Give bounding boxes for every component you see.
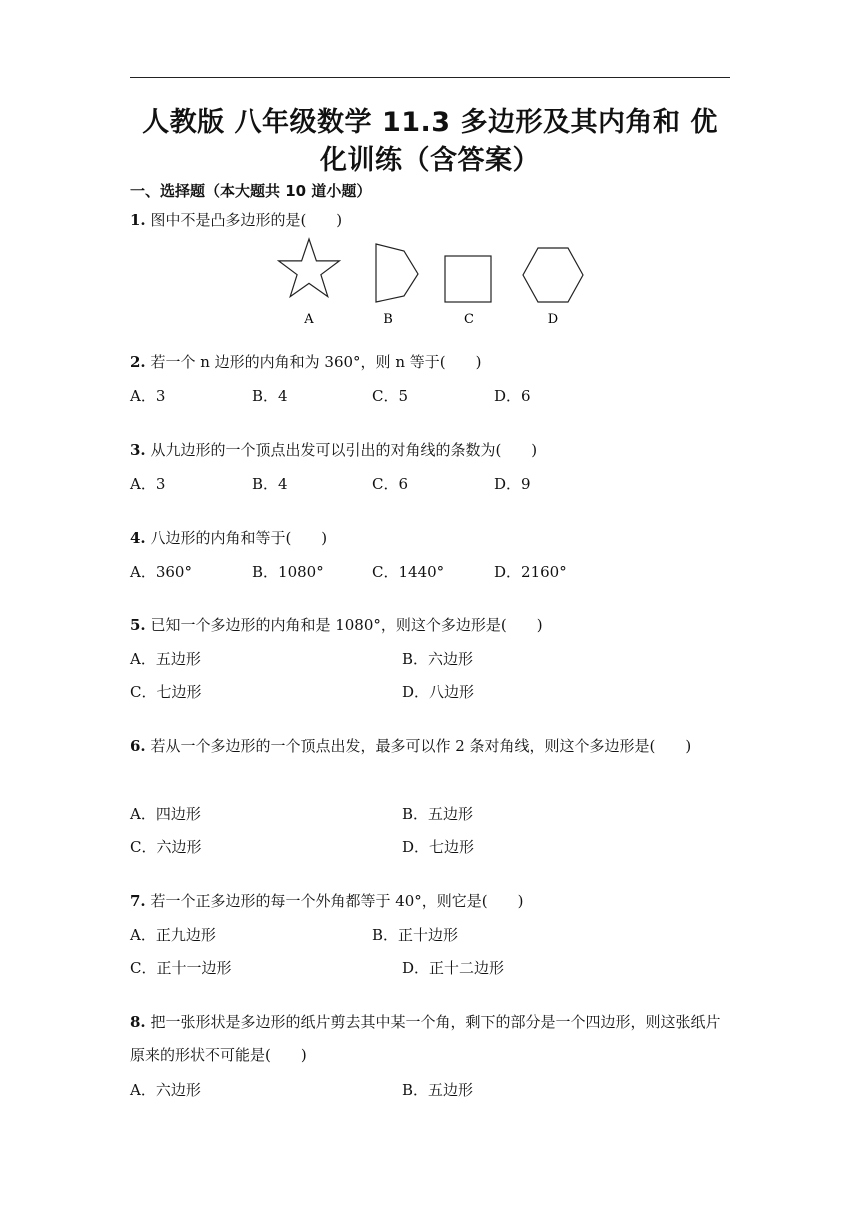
question-number: 7. (130, 892, 146, 910)
question-stem: 八边形的内角和等于( ) (150, 529, 328, 547)
question-5 (130, 609, 730, 642)
option-a[interactable]: A．正九边形 (130, 926, 216, 944)
option-a[interactable]: A．3 (130, 475, 166, 493)
question-7 (130, 885, 730, 918)
option-a[interactable]: A．四边形 (130, 805, 201, 823)
option-d[interactable]: D．八边形 (402, 683, 475, 701)
option-b[interactable]: B．4 (252, 387, 288, 405)
option-d[interactable]: D．9 (494, 475, 531, 493)
square-icon (445, 256, 491, 302)
option-c[interactable]: C．正十一边形 (130, 959, 232, 977)
header-rule (130, 77, 730, 78)
option-c[interactable]: C．5 (372, 387, 409, 405)
question-number: 2. (130, 353, 146, 371)
question-6 (130, 730, 730, 763)
option-b[interactable]: B．六边形 (402, 650, 474, 668)
option-b[interactable]: B．正十边形 (372, 926, 459, 944)
question-number: 3. (130, 441, 146, 459)
question-stem: 已知一个多边形的内角和是 1080°，则这个多边形是( ) (150, 616, 543, 634)
page-title: 人教版 八年级数学 11.3 多边形及其内角和 优化训练（含答案） (142, 107, 718, 176)
question-stem: 若一个 n 边形的内角和为 360°，则 n 等于( ) (150, 353, 482, 371)
option-a[interactable]: A．3 (130, 387, 166, 405)
option-b[interactable]: B．1080° (252, 563, 324, 581)
option-d[interactable]: D．6 (494, 387, 531, 405)
option-b[interactable]: B．4 (252, 475, 288, 493)
question-number: 6. (130, 737, 146, 755)
figure-label-d: D (547, 312, 559, 327)
option-a[interactable]: A．五边形 (130, 650, 201, 668)
star-icon (279, 239, 340, 297)
hexagon-icon (523, 248, 583, 302)
question-2 (130, 346, 730, 379)
question-1-figure (270, 236, 600, 335)
option-d[interactable]: D．七边形 (402, 838, 475, 856)
option-b[interactable]: B．五边形 (402, 805, 474, 823)
option-d[interactable]: D．2160° (494, 563, 567, 581)
question-number: 8. (130, 1013, 146, 1031)
option-c[interactable]: C．1440° (372, 563, 445, 581)
question-stem: 若一个正多边形的每一个外角都等于 40°，则它是( ) (150, 892, 524, 910)
option-b[interactable]: B．五边形 (402, 1081, 474, 1099)
section-heading: 一、选择题（本大题共 10 道小题） (130, 182, 372, 200)
question-3 (130, 434, 730, 467)
question-number: 1. (130, 211, 146, 229)
option-a[interactable]: A．360° (130, 563, 192, 581)
question-stem: 若从一个多边形的一个顶点出发，最多可以作 2 条对角线，则这个多边形是( ) (150, 737, 692, 755)
option-c[interactable]: C．七边形 (130, 683, 202, 701)
option-d[interactable]: D．正十二边形 (402, 959, 505, 977)
question-1 (130, 204, 730, 237)
question-stem: 从九边形的一个顶点出发可以引出的对角线的条数为( ) (150, 441, 538, 459)
figure-label-c: C (464, 312, 474, 327)
question-stem: 把一张形状是多边形的纸片剪去其中某一个角，剩下的部分是一个四边形，则这张纸片原来的形状不可能是( ) (130, 1013, 721, 1064)
option-a[interactable]: A．六边形 (130, 1081, 201, 1099)
option-c[interactable]: C．6 (372, 475, 409, 493)
question-4 (130, 522, 730, 555)
option-c[interactable]: C．六边形 (130, 838, 202, 856)
figure-label-b: B (383, 312, 393, 327)
question-stem: 图中不是凸多边形的是( ) (150, 211, 343, 229)
question-number: 4. (130, 529, 146, 547)
question-8 (130, 1006, 730, 1072)
figure-label-a: A (304, 312, 314, 327)
question-number: 5. (130, 616, 146, 634)
pentagon-icon (376, 244, 418, 302)
